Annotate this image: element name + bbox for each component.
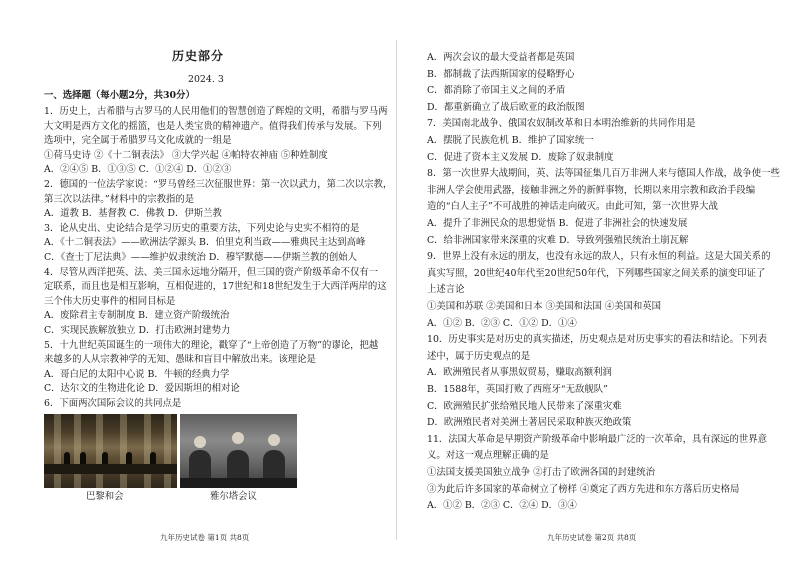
question-line: 选项中，完全属于希腊罗马文化成就的一组是 xyxy=(44,135,232,147)
question-line: ①荷马史诗 ②《十二铜表法》 ③大学兴起 ④帕特农神庙 ⑤种姓制度 xyxy=(44,149,328,161)
question-line: A．哥白尼的太阳中心说 B．牛顿的经典力学 xyxy=(44,368,230,380)
question-line: A．①② B．②③ C．①② D．①④ xyxy=(427,317,577,329)
question-line: B．1588年，英国打败了西班牙“无敌舰队” xyxy=(427,384,608,395)
question-line: 9．世界上没有永远的朋友，也没有永远的敌人，只有永恒的利益。这是大国关系的 xyxy=(427,251,771,263)
caption-yalta: 雅尔塔会议 xyxy=(210,491,257,502)
question-line: C．都消除了帝国主义之间的矛盾 xyxy=(427,85,566,97)
question-line: 6．下面两次国际会议的共同点是 xyxy=(44,398,182,409)
question-line: 1．历史上，古希腊与古罗马的人民用他们的智慧创造了辉煌的文明，希腊与罗马两 xyxy=(44,106,388,117)
question-line: 4．尽管从西洋把英、法、美三国永远地分隔开，但三国的资产阶级革命不仅有一 xyxy=(44,266,379,278)
question-line: 述中，属于历史观点的是 xyxy=(427,350,531,362)
question-line: 8．第一次世界大战期间，英、法等国征集几百万非洲人来与德国人作战，战争使一些 xyxy=(427,168,780,180)
question-line: A．摆脱了民族危机 B．维护了国家统一 xyxy=(427,135,594,146)
question-line: A．道教 B．基督教 C．佛教 D．伊斯兰教 xyxy=(44,208,222,220)
question-line: ③为此后许多国家的革命树立了榜样 ④奠定了西方先进和东方落后历史格局 xyxy=(427,483,740,495)
question-line: 第三次以法律。”材料中的宗教指的是 xyxy=(44,193,195,205)
question-line: 义。对这一观点理解正确的是 xyxy=(427,450,549,462)
question-line: 7．美国南北战争、俄国农奴制改革和日本明治维新的共同作用是 xyxy=(427,118,696,130)
question-line: 造的“白人主子”不可战胜的神话走向破灭。由此可知，第一次世界大战 xyxy=(427,201,718,213)
question-line: 三个伟大历史事件的相同目标是 xyxy=(44,295,176,307)
part-heading: 一、选择题（每小题2分，共30分） xyxy=(44,90,195,101)
section-title: 历史部分 xyxy=(172,49,225,63)
yalta-conference-photo xyxy=(180,414,297,488)
question-line: ①美国和苏联 ②美国和日本 ③美国和法国 ④美国和英国 xyxy=(427,301,661,312)
question-line: 来越多的人从宗教神学的无知、愚昧和盲目中解放出来。该理论是 xyxy=(44,354,316,366)
caption-paris: 巴黎和会 xyxy=(86,491,124,502)
question-line: A．提升了非洲民众的思想觉悟 B．促进了非洲社会的快速发展 xyxy=(427,218,688,229)
question-line: A．《十二铜表法》——欧洲法学源头 B．伯里克利当政——雅典民主达到高峰 xyxy=(44,237,366,249)
question-line: 2．德国的一位法学家说：“罗马曾经三次征服世界：第一次以武力，第二次以宗教， xyxy=(44,179,393,190)
paris-peace-conference-photo xyxy=(44,414,177,488)
question-line: A．欧洲殖民者从事黑奴贸易，赚取高额利润 xyxy=(427,367,612,379)
question-line: C．实现民族解放独立 D．打击欧洲封建势力 xyxy=(44,325,231,336)
question-line: 上述言论 xyxy=(427,284,465,296)
question-line: 3．论从史出、史论结合是学习历史的重要方法，下列史论与史实不相符的是 xyxy=(44,222,360,234)
question-line: 10．历史事实是对历史的真实描述，历史观点是对历史事实的看法和结论。下列表 xyxy=(427,334,768,346)
left-footer: 九年历史试卷 第1页 共8页 xyxy=(160,533,250,542)
question-line: 5．十九世纪英国诞生的一项伟大的理论，戳穿了“上帝创造了万物”的谬论，把越 xyxy=(44,339,379,351)
question-line: 大文明是西方文化的摇篮，也是人类宝贵的精神遗产。值得我们传承与发展。下列 xyxy=(44,120,382,132)
question-line: D．都重新确立了战后欧亚的政治版图 xyxy=(427,101,585,113)
question-line: 定联系，而且也是相互影响，互相促进的，17世纪和18世纪发生于大西洋两岸的这 xyxy=(44,281,387,293)
question-line: A．②④⑤ B．①③⑤ C．①②④ D．①②③ xyxy=(44,164,232,176)
question-line: D．欧洲殖民者对美洲土著居民采取种族灭绝政策 xyxy=(427,417,632,429)
question-line: 非洲人学会使用武器，接触非洲之外的新鲜事物，长期以来用宗教和政治手段编 xyxy=(427,184,756,196)
question-line: 真实写照，20世纪40年代至20世纪50年代，下列哪些国家之间关系的演变印证了 xyxy=(427,267,766,279)
question-line: C．达尔文的生物进化论 D．爱因斯坦的相对论 xyxy=(44,383,240,395)
question-line: C．《查士丁尼法典》——维护奴隶统治 D．穆罕默德——伊斯兰教的创始人 xyxy=(44,252,357,263)
question-line: A．两次会议的最大受益者都是英国 xyxy=(427,52,575,63)
question-line: C．欧洲殖民扩张给殖民地人民带来了深重灾难 xyxy=(427,400,622,412)
exam-date: 2024. 3 xyxy=(188,74,224,85)
question-line: C．促进了资本主义发展 D．废除了奴隶制度 xyxy=(427,151,614,163)
right-page xyxy=(397,0,794,561)
right-footer: 九年历史试卷 第2页 共8页 xyxy=(547,533,637,542)
question-line: B．都制裁了法西斯国家的侵略野心 xyxy=(427,68,575,80)
question-line: C．给非洲国家带来深重的灾难 D．导致列强殖民统治土崩瓦解 xyxy=(427,234,689,246)
question-line: ①法国支援美国独立战争 ②打击了欧洲各国的封建统治 xyxy=(427,467,655,478)
question-line: A．①② B．②③ C．②④ D．③④ xyxy=(427,500,577,512)
question-line: 11．法国大革命是早期资产阶级革命中影响最广泛的一次革命，具有深远的世界意 xyxy=(427,433,768,445)
question-line: A．废除君主专制制度 B．建立资产阶级统治 xyxy=(44,310,230,322)
